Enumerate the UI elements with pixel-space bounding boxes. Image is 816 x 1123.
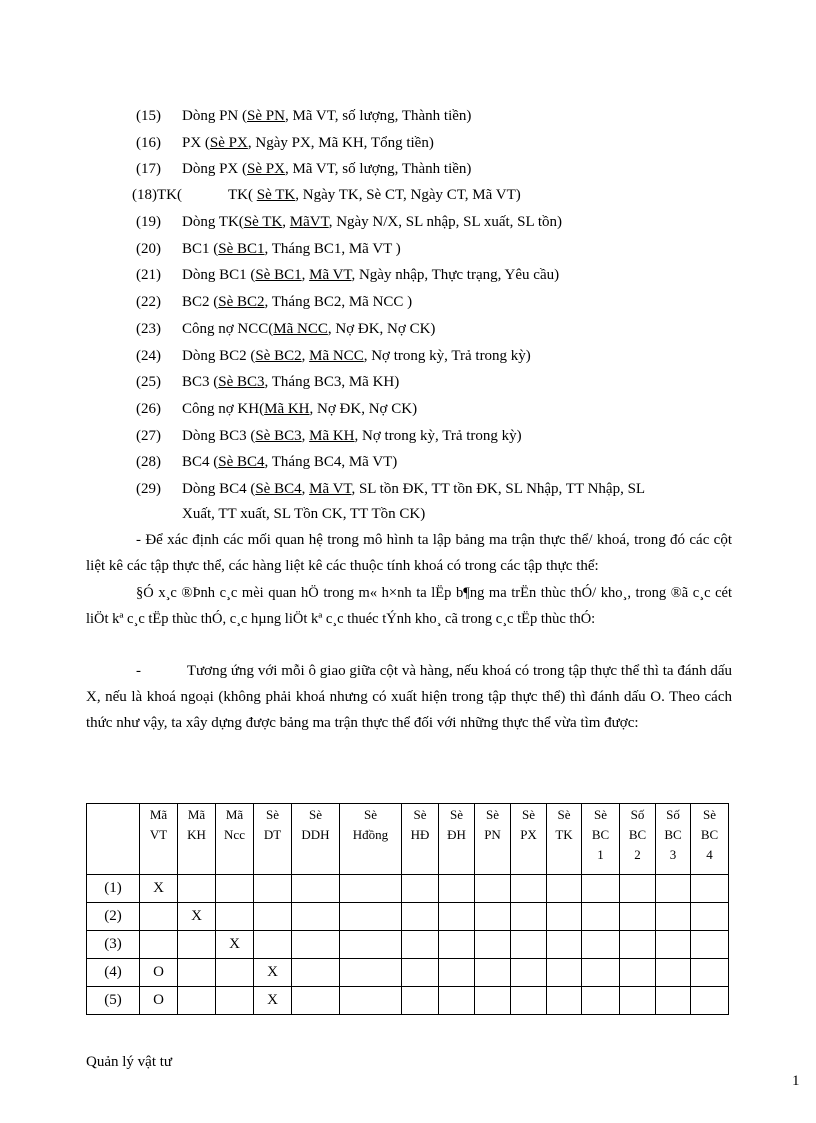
matrix-cell [691, 875, 729, 903]
entity-number: (26) [136, 401, 161, 417]
matrix-cell [254, 931, 292, 959]
primary-key: Sè BC3 [255, 428, 302, 444]
primary-key: Mã KH [264, 401, 310, 417]
matrix-cell [511, 987, 547, 1015]
matrix-cell [402, 875, 439, 903]
matrix-cell [656, 903, 691, 931]
primary-key: Sè BC4 [218, 454, 265, 470]
matrix-cell: X [254, 987, 292, 1015]
entity-number: (28) [136, 454, 161, 470]
matrix-column-header: Sè HĐ [402, 804, 439, 875]
matrix-cell: X [254, 959, 292, 987]
matrix-cell [547, 875, 582, 903]
matrix-cell [511, 959, 547, 987]
matrix-cell [402, 903, 439, 931]
matrix-cell [140, 903, 178, 931]
entity-number: (29) [136, 481, 161, 497]
entity-definition: Dòng PX (Sè PX, Mã VT, số lượng, Thành tiền) [182, 161, 472, 177]
paragraph-marking-rule: - Tương ứng với mỗi ô giao giữa cột và hàng, nếu khoá có trong tập thực thể thì ta đánh dấu X, nếu là khoá ngoại (không phải khoá nhưng có xuất hiện trong tập thực thể) thì đánh dấu O. Theo cách thức như vậy, ta xây dựng được bảng ma trận thực thể đối với những thực thể vừa tìm được: [86, 663, 732, 731]
matrix-cell [547, 987, 582, 1015]
matrix-column-header: Mã VT [140, 804, 178, 875]
matrix-cell [620, 987, 656, 1015]
primary-key: Sè BC2 [218, 294, 265, 310]
entity-number: (25) [136, 374, 161, 390]
matrix-cell [691, 959, 729, 987]
primary-key: MãVT [289, 214, 329, 230]
matrix-cell: O [140, 987, 178, 1015]
matrix-column-header: Sè DDH [292, 804, 340, 875]
matrix-cell [582, 931, 620, 959]
matrix-cell: X [216, 931, 254, 959]
entity-definition: BC4 (Sè BC4, Tháng BC4, Mã VT) [182, 454, 398, 470]
primary-key: Sè BC4 [255, 481, 302, 497]
matrix-cell [439, 959, 475, 987]
matrix-body [87, 875, 729, 1015]
entity-number: (22) [136, 294, 161, 310]
matrix-cell [620, 931, 656, 959]
matrix-cell [656, 875, 691, 903]
matrix-cell [475, 875, 511, 903]
primary-key: Sè PX [209, 135, 248, 151]
matrix-cell [511, 875, 547, 903]
matrix-cell [340, 875, 402, 903]
matrix-cell [511, 903, 547, 931]
matrix-cell [178, 959, 216, 987]
matrix-cell [656, 931, 691, 959]
matrix-column-header: Mã KH [178, 804, 216, 875]
entity-definition: Dòng TK(Sè TK, MãVT, Ngày N/X, SL nhập, SL xuất, SL tồn) [182, 214, 563, 230]
matrix-row [87, 875, 729, 903]
matrix-cell [620, 959, 656, 987]
paragraph-intro: - Để xác định các mối quan hệ trong mô hình ta lập bảng ma trận thực thể/ khoá, trong đó các cột liệt kê các tập thực thể, các hàng liệt kê các thuộc tính khoá có trong các tập thực thể: [86, 532, 732, 574]
matrix-cell [216, 987, 254, 1015]
matrix-cell [292, 903, 340, 931]
matrix-row-label: (4) [87, 959, 140, 987]
matrix-row [87, 987, 729, 1015]
primary-key: Mã NCC [273, 321, 328, 337]
matrix-cell [340, 931, 402, 959]
primary-key: Mã VT [309, 267, 352, 283]
matrix-row-label: (2) [87, 903, 140, 931]
entity-definition: Dòng BC3 (Sè BC3, Mã KH, Nợ trong kỳ, Trả trong kỳ) [182, 428, 522, 444]
matrix-row-label: (3) [87, 931, 140, 959]
matrix-cell [475, 959, 511, 987]
matrix-cell [547, 959, 582, 987]
matrix-cell [656, 987, 691, 1015]
matrix-column-header: Sè DT [254, 804, 292, 875]
matrix-column-header: Sè BC 1 [582, 804, 620, 875]
matrix-cell [582, 903, 620, 931]
matrix-cell [547, 931, 582, 959]
matrix-cell [254, 903, 292, 931]
primary-key: Sè PN [247, 108, 285, 124]
matrix-column-header: Sè PN [475, 804, 511, 875]
entity-definition: Dòng BC1 (Sè BC1, Mã VT, Ngày nhập, Thực trạng, Yêu cầu) [182, 267, 560, 283]
matrix-cell [216, 903, 254, 931]
entity-number: (17) [136, 161, 161, 177]
primary-key: Sè TK [243, 214, 283, 230]
matrix-cell: X [140, 875, 178, 903]
matrix-cell [402, 959, 439, 987]
entity-number: (23) [136, 321, 161, 337]
matrix-column-header: Sè Hđồng [340, 804, 402, 875]
matrix-cell [178, 931, 216, 959]
matrix-cell [178, 875, 216, 903]
matrix-column-header: Sè BC 4 [691, 804, 729, 875]
matrix-cell [340, 959, 402, 987]
matrix-column-header: Mã Ncc [216, 804, 254, 875]
matrix-cell [620, 875, 656, 903]
matrix-cell [475, 931, 511, 959]
entity-definition: Dòng PN (Sè PN, Mã VT, số lượng, Thành tiền) [182, 108, 472, 124]
matrix-cell [582, 959, 620, 987]
matrix-cell: O [140, 959, 178, 987]
matrix-row [87, 931, 729, 959]
matrix-cell [140, 931, 178, 959]
matrix-cell [439, 931, 475, 959]
matrix-column-header: Sè PX [511, 804, 547, 875]
matrix-row-label: (1) [87, 875, 140, 903]
entity-number: (21) [136, 267, 161, 283]
matrix-header-row [87, 804, 729, 875]
matrix-row [87, 903, 729, 931]
matrix-column-header: Số BC 3 [656, 804, 691, 875]
matrix-cell [254, 875, 292, 903]
entity-key-matrix [86, 803, 729, 1015]
matrix-cell [178, 987, 216, 1015]
matrix-cell [216, 875, 254, 903]
matrix-cell [292, 959, 340, 987]
entity-definition: BC2 (Sè BC2, Tháng BC2, Mã NCC ) [182, 294, 413, 310]
primary-key: Sè BC3 [218, 374, 265, 390]
primary-key: Sè TK [256, 187, 296, 203]
paragraph-intro-garbled: §Ó x¸c ®Þnh c¸c mèi quan hÖ trong m« h×nh ta lËp b¶ng ma trËn thùc thÓ/ kho¸, trong ®ã c¸c cét liÖt kª c¸c tËp thùc thÓ, c¸c hµng liÖt kª c¸c thuéc tÝnh kho¸ cã trong c¸c tËp thùc thÓ: [86, 585, 732, 627]
matrix-cell [656, 959, 691, 987]
entity-29-continuation: Xuất, TT xuất, SL Tồn CK, TT Tồn CK) [182, 506, 426, 522]
matrix-cell [582, 987, 620, 1015]
matrix-cell [292, 987, 340, 1015]
matrix-column-header: Sè TK [547, 804, 582, 875]
matrix-cell [216, 959, 254, 987]
entity-number: (20) [136, 241, 161, 257]
matrix-cell [292, 931, 340, 959]
entity-number: (19) [136, 214, 161, 230]
matrix-cell [691, 903, 729, 931]
entity-number: (15) [136, 108, 161, 124]
primary-key: Sè BC2 [255, 348, 302, 364]
matrix-cell [340, 903, 402, 931]
primary-key: Mã NCC [309, 348, 364, 364]
matrix-cell [402, 931, 439, 959]
primary-key: Mã VT [309, 481, 352, 497]
matrix-cell [511, 931, 547, 959]
matrix-cell [475, 903, 511, 931]
page-number: 1 [792, 1073, 800, 1089]
matrix-cell [582, 875, 620, 903]
entity-definition: Công nợ NCC(Mã NCC, Nợ ĐK, Nợ CK) [182, 321, 436, 337]
matrix-cell [547, 903, 582, 931]
matrix-column-header: Sè ĐH [439, 804, 475, 875]
entity-definition: BC3 (Sè BC3, Tháng BC3, Mã KH) [182, 374, 400, 390]
entity-definition: Công nợ KH(Mã KH, Nợ ĐK, Nợ CK) [182, 401, 418, 417]
matrix-cell: X [178, 903, 216, 931]
entity-definition: PX (Sè PX, Ngày PX, Mã KH, Tổng tiền) [182, 135, 434, 151]
entity-number: (16) [136, 135, 161, 151]
matrix-corner-cell [87, 804, 140, 875]
matrix-row [87, 959, 729, 987]
entity-number: (27) [136, 428, 161, 444]
matrix-cell [620, 903, 656, 931]
matrix-cell [475, 987, 511, 1015]
matrix-column-header: Số BC 2 [620, 804, 656, 875]
primary-key: Sè BC1 [218, 241, 265, 257]
entity-definition: BC1 (Sè BC1, Tháng BC1, Mã VT ) [182, 241, 401, 257]
matrix-cell [340, 987, 402, 1015]
matrix-cell [691, 931, 729, 959]
entity-definition: Dòng BC2 (Sè BC2, Mã NCC, Nợ trong kỳ, Trả trong kỳ) [182, 348, 531, 364]
matrix-cell [691, 987, 729, 1015]
primary-key: Mã KH [309, 428, 355, 444]
primary-key: Sè BC1 [255, 267, 302, 283]
entity-definition: TK( Sè TK, Ngày TK, Sè CT, Ngày CT, Mã VT) [228, 187, 521, 203]
entity-definition: Dòng BC4 (Sè BC4, Mã VT, SL tồn ĐK, TT tồn ĐK, SL Nhập, TT Nhập, SL [182, 481, 646, 497]
matrix-cell [439, 903, 475, 931]
matrix-row-label: (5) [87, 987, 140, 1015]
matrix-cell [402, 987, 439, 1015]
matrix-cell [439, 875, 475, 903]
entity-number: (18)TK( [132, 187, 182, 203]
footer-title: Quản lý vật tư [86, 1054, 173, 1070]
matrix-cell [292, 875, 340, 903]
primary-key: Sè PX [247, 161, 285, 177]
entity-number: (24) [136, 348, 161, 364]
matrix-cell [439, 987, 475, 1015]
